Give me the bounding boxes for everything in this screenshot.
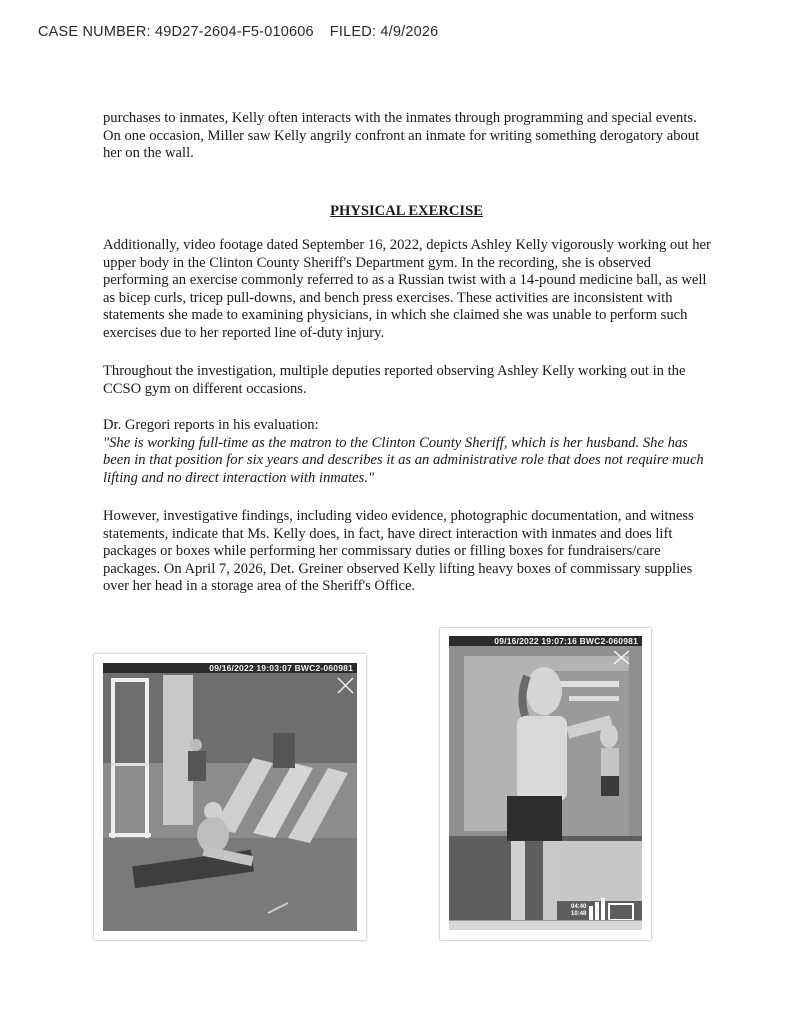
paragraph-video-footage: Additionally, video footage dated September 16, 2022, depicts Ashley Kelly vigorously working out her upper body in the Clinton County Sheriff's Department gym. In the recording, she is observed performing an exercise commonly referred to as a Russian twist with a 14-pound medicine ball, as well as bicep curls, tricep pull-downs, and bench press exercises. These activities are inconsistent with statements she made to examining physicians, in which she claimed she was unable to perform such exercises due to her reported line of-duty injury. — [103, 237, 711, 341]
photo-2-overlay-time: 04:40 10:48 — [571, 904, 587, 917]
section-heading: PHYSICAL EXERCISE — [330, 203, 483, 219]
evidence-photo-1 — [94, 654, 366, 940]
mirror-scene-illustration — [449, 636, 642, 930]
gregori-quote: "She is working full-time as the matron to the Clinton County Sheriff, which is her husband. She has been in that position for six years and describes it as an administrative role that does not require much lifting and no direct interaction with inmates." — [103, 434, 704, 486]
evidence-photo-2 — [440, 628, 651, 940]
gregori-intro: Dr. Gregori reports in his evaluation: — [103, 417, 319, 433]
gym-cable-exercise-image — [449, 636, 642, 930]
filed-date: FILED: 4/9/2026 — [329, 24, 439, 40]
photo-1-timestamp: 09/16/2022 19:03:07 BWC2-060981 — [103, 663, 357, 673]
case-number: CASE NUMBER: 49D27-2604-F5-010606 — [38, 24, 314, 40]
paragraph-commissary: purchases to inmates, Kelly often interacts with the inmates through programming and special events. On one occasion, Miller saw Kelly angrily confront an inmate for writing something derogatory about her on the wall. — [103, 110, 700, 162]
video-player-toolbar — [449, 920, 642, 930]
paragraph-deputies: Throughout the investigation, multiple deputies reported observing Ashley Kelly working out in the CCSO gym on different occasions. — [103, 363, 686, 397]
gym-russian-twist-image — [103, 663, 357, 931]
paragraph-gregori — [103, 417, 713, 487]
gym-scene-illustration — [103, 663, 357, 931]
case-header — [38, 24, 438, 40]
photo-2-timestamp: 09/16/2022 19:07:16 BWC2-060981 — [449, 636, 642, 646]
paragraph-findings: However, investigative findings, including video evidence, photographic documentation, and witness statements, indicate that Ms. Kelly does, in fact, have direct interaction with inmates and does lift packages or boxes while performing her commissary duties or filling boxes for fundraisers/care packages. On April 7, 2026, Det. Greiner observed Kelly lifting heavy boxes of commissary supplies over her head in a storage area of the Sheriff's Office. — [103, 508, 694, 595]
